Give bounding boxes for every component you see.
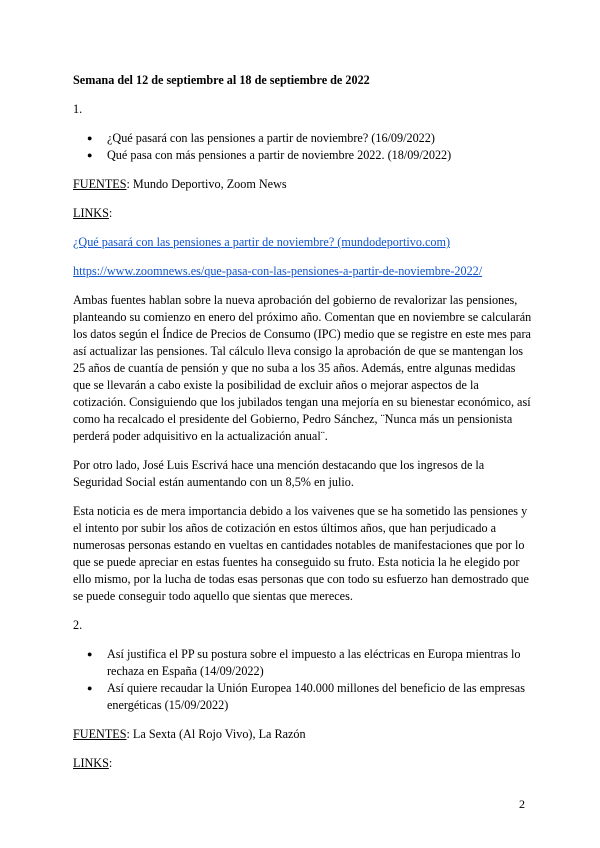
- body-paragraph: Esta noticia es de mera importancia debido a los vaivenes que se ha sometido las pensiones y el intento por subir los años de cotización en estos últimos años, que han perjudicado a numerosas personas estando en vueltas en cantidades notables de manifestaciones que por lo que se puede apreciar en estas fuentes ha conseguido su fruto. Esta noticia la he elegido por ello mismo, por la lucha de todas esas personas que con todo su esfuerzo han demostrado que se puede conseguir todo aquello que sientas que mereces.: [73, 504, 529, 603]
- sources-label: FUENTES: [73, 177, 127, 191]
- section-number-1: 1.: [73, 102, 83, 116]
- body-paragraph: Ambas fuentes hablan sobre la nueva aprobación del gobierno de revalorizar las pensiones, planteando su comienzo en enero del próximo año. Comentan que en noviembre se calcularán los datos según el Índice de Precios de Consumo (IPC) medio que se registre en este mes para así actualizar las pensiones. Tal cálculo lleva consigo la aprobación de que se mantengan los 25 años de cuantía de pensión y que no suba a los 35 años. Además, entre algunas medidas que se llevarán a cabo existe la posibilidad de excluir años o mejorar aspectos de la cotización. Consiguiendo que los jubilados tengan una mejoría en su bienestar económico, así como ha recalcado el presidente del Gobierno, Pedro Sánchez, ¨Nunca más un pensionista perderá poder adquisitivo en la actualización anual¨.: [73, 293, 532, 443]
- list-item: ● Así quiere recaudar la Unión Europea 140.000 millones del beneficio de las empresas energéticas (15/09/2022): [107, 680, 533, 714]
- document-page: [73, 72, 533, 784]
- links-label: LINKS: [73, 206, 109, 220]
- section-number-2: 2.: [73, 618, 83, 632]
- section-1-links-heading: LINKS:: [73, 206, 113, 220]
- sources-text: : Mundo Deportivo, Zoom News: [126, 177, 287, 191]
- sources-text: : La Sexta (Al Rojo Vivo), La Razón: [126, 727, 306, 741]
- section-1-sources: [73, 176, 533, 193]
- mundodeportivo-link[interactable]: ¿Qué pasará con las pensiones a partir de noviembre? (mundodeportivo.com): [73, 235, 451, 249]
- list-item: ● Qué pasa con más pensiones a partir de noviembre 2022. (18/09/2022): [107, 147, 533, 164]
- page-number: 2: [519, 797, 525, 811]
- section-1-bullet-list: [73, 130, 533, 164]
- week-heading: Semana del 12 de septiembre al 18 de septiembre de 2022: [73, 73, 370, 87]
- section-2-links-heading: LINKS:: [73, 756, 113, 770]
- section-2-sources: [73, 726, 533, 743]
- list-item: ● ¿Qué pasará con las pensiones a partir de noviembre? (16/09/2022): [107, 130, 533, 147]
- section-2-bullet-list: [73, 646, 533, 714]
- links-label: LINKS: [73, 756, 109, 770]
- body-paragraph: Por otro lado, José Luis Escrivá hace una mención destacando que los ingresos de la Seguridad Social están aumentando con un 8,5% en julio.: [73, 458, 485, 489]
- sources-label: FUENTES: [73, 727, 127, 741]
- zoomnews-link[interactable]: https://www.zoomnews.es/que-pasa-con-las-pensiones-a-partir-de-noviembre-2022/: [73, 264, 483, 278]
- list-item: ● Así justifica el PP su postura sobre el impuesto a las eléctricas en Europa mientras lo rechaza en España (14/09/2022): [107, 646, 533, 680]
